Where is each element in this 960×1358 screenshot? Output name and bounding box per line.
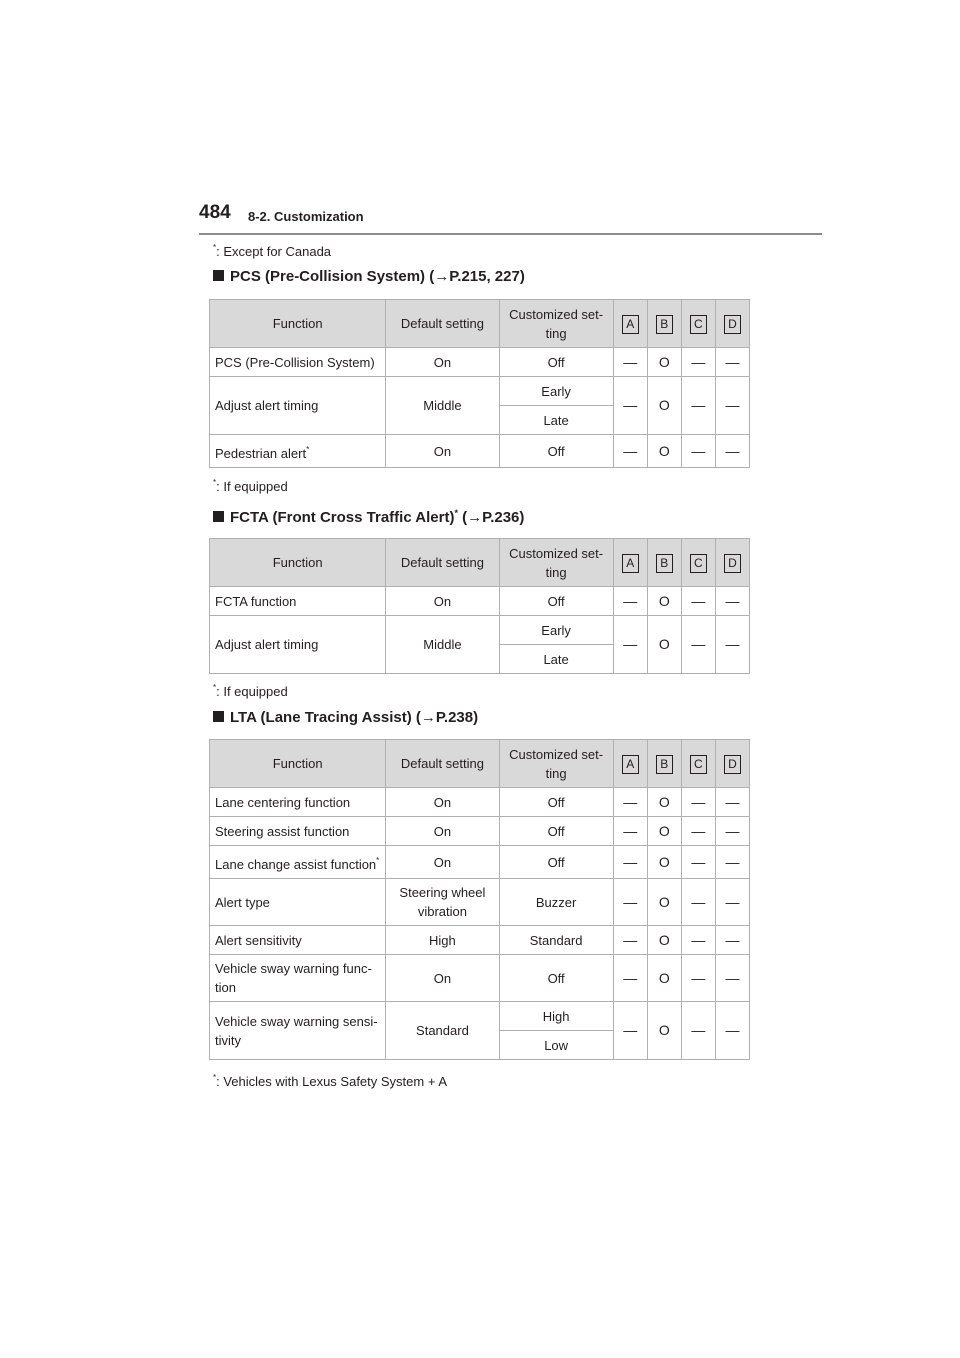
table-row xyxy=(210,788,750,817)
col-header-customized: Customized set-ting xyxy=(499,539,613,587)
cell-c: — xyxy=(681,846,715,879)
col-header-d xyxy=(715,300,749,348)
cell-function xyxy=(210,435,386,468)
col-c-badge: C xyxy=(690,554,707,573)
cell-a: — xyxy=(613,817,647,846)
cell-d: — xyxy=(715,587,749,616)
function-label: Pedestrian alert xyxy=(215,445,307,461)
cell-customized: Off xyxy=(499,587,613,616)
col-header-c xyxy=(681,740,715,788)
col-header-c xyxy=(681,300,715,348)
cell-c: — xyxy=(681,435,715,468)
cell-customized: Off xyxy=(499,817,613,846)
cell-a: — xyxy=(613,788,647,817)
square-bullet-icon xyxy=(213,511,224,522)
footnote-lta: *: Vehicles with Lexus Safety System + A xyxy=(213,1073,447,1089)
cell-customized: Off xyxy=(499,348,613,377)
cell-default: Steering wheel vibration xyxy=(386,879,499,926)
cell-function xyxy=(210,788,386,817)
cell-default: High xyxy=(386,926,499,955)
cell-customized: Buzzer xyxy=(499,879,613,926)
cell-b: O xyxy=(647,1002,681,1060)
cell-function xyxy=(210,587,386,616)
cell-function xyxy=(210,377,386,435)
cell-b: O xyxy=(647,587,681,616)
cell-c: — xyxy=(681,587,715,616)
page-number: 484 xyxy=(199,202,231,223)
cell-d: — xyxy=(715,1002,749,1060)
table-fcta xyxy=(209,538,750,674)
cell-default: On xyxy=(386,788,499,817)
cell-c: — xyxy=(681,926,715,955)
col-header-b xyxy=(647,539,681,587)
cell-default: Middle xyxy=(386,377,499,435)
heading-lta: LTA (Lane Tracing Assist) (→P.238) xyxy=(213,709,478,726)
cell-b: O xyxy=(647,616,681,674)
table-row xyxy=(210,616,750,645)
function-label: Steering assist function xyxy=(215,823,350,839)
cell-d: — xyxy=(715,846,749,879)
cell-d: — xyxy=(715,879,749,926)
section-header: 8-2. Customization xyxy=(248,209,364,224)
cell-customized: Off xyxy=(499,435,613,468)
cell-function xyxy=(210,926,386,955)
cell-customized: Early xyxy=(499,616,613,645)
cell-c: — xyxy=(681,788,715,817)
table-row xyxy=(210,926,750,955)
cell-b: O xyxy=(647,377,681,435)
function-label: Vehicle sway warning func-tion xyxy=(215,961,372,995)
col-c-badge: C xyxy=(690,315,707,334)
square-bullet-icon xyxy=(213,711,224,722)
function-label: Adjust alert timing xyxy=(215,398,319,413)
square-bullet-icon xyxy=(213,270,224,281)
cell-d: — xyxy=(715,435,749,468)
function-label: Alert sensitivity xyxy=(215,932,302,948)
col-header-c xyxy=(681,539,715,587)
cell-d: — xyxy=(715,377,749,435)
cell-customized: Early xyxy=(499,377,613,406)
cell-function xyxy=(210,616,386,674)
cell-a: — xyxy=(613,435,647,468)
col-header-default: Default setting xyxy=(386,300,499,348)
cell-customized: High xyxy=(499,1002,613,1031)
col-header-a xyxy=(613,300,647,348)
cell-b: O xyxy=(647,879,681,926)
cell-c: — xyxy=(681,616,715,674)
table-header-row xyxy=(210,740,750,788)
asterisk-mark: * xyxy=(306,444,310,454)
table-lta xyxy=(209,739,750,1060)
col-b-badge: B xyxy=(656,315,673,334)
col-d-badge: D xyxy=(724,554,741,573)
col-header-b xyxy=(647,300,681,348)
col-c-badge: C xyxy=(690,755,707,774)
table-row xyxy=(210,1002,750,1031)
cell-customized: Off xyxy=(499,788,613,817)
cell-function xyxy=(210,879,386,926)
cell-c: — xyxy=(681,377,715,435)
col-a-badge: A xyxy=(622,315,639,334)
cell-function xyxy=(210,348,386,377)
cell-function xyxy=(210,817,386,846)
cell-b: O xyxy=(647,846,681,879)
cell-c: — xyxy=(681,348,715,377)
cell-customized: Off xyxy=(499,846,613,879)
cell-function xyxy=(210,846,386,879)
col-a-badge: A xyxy=(622,554,639,573)
cell-customized: Late xyxy=(499,406,613,435)
cell-c: — xyxy=(681,879,715,926)
col-header-function: Function xyxy=(210,539,386,587)
table-pcs xyxy=(209,299,750,468)
col-b-badge: B xyxy=(656,554,673,573)
cell-customized: Off xyxy=(499,955,613,1002)
table-row xyxy=(210,435,750,468)
function-label: FCTA function xyxy=(215,593,297,609)
function-label: Vehicle sway warning sensi-tivity xyxy=(215,1013,378,1048)
cell-c: — xyxy=(681,955,715,1002)
cell-a: — xyxy=(613,926,647,955)
table-row xyxy=(210,817,750,846)
col-header-customized: Customized set-ting xyxy=(499,300,613,348)
table-row xyxy=(210,846,750,879)
cell-a: — xyxy=(613,616,647,674)
cell-customized: Low xyxy=(499,1031,613,1060)
cell-b: O xyxy=(647,348,681,377)
footnote-pcs: *: If equipped xyxy=(213,478,288,494)
heading-fcta: FCTA (Front Cross Traffic Alert)* (→P.236) xyxy=(213,508,524,526)
cell-d: — xyxy=(715,348,749,377)
function-label: Adjust alert timing xyxy=(215,637,319,652)
cell-c: — xyxy=(681,1002,715,1060)
cell-a: — xyxy=(613,955,647,1002)
cell-c: — xyxy=(681,817,715,846)
cell-default: On xyxy=(386,817,499,846)
heading-pcs: PCS (Pre-Collision System) (→P.215, 227) xyxy=(213,268,525,285)
col-b-badge: B xyxy=(656,755,673,774)
cell-default: On xyxy=(386,846,499,879)
cell-customized: Standard xyxy=(499,926,613,955)
cell-b: O xyxy=(647,817,681,846)
cell-b: O xyxy=(647,788,681,817)
function-label: Alert type xyxy=(215,894,270,910)
col-header-b xyxy=(647,740,681,788)
table-row xyxy=(210,879,750,926)
cell-b: O xyxy=(647,435,681,468)
col-d-badge: D xyxy=(724,315,741,334)
col-a-badge: A xyxy=(622,755,639,774)
table-row xyxy=(210,955,750,1002)
table-row xyxy=(210,377,750,406)
cell-default: On xyxy=(386,435,499,468)
table-row xyxy=(210,348,750,377)
col-header-default: Default setting xyxy=(386,740,499,788)
cell-a: — xyxy=(613,846,647,879)
cell-d: — xyxy=(715,788,749,817)
col-header-d xyxy=(715,740,749,788)
cell-default: Standard xyxy=(386,1002,499,1060)
cell-default: Middle xyxy=(386,616,499,674)
col-header-d xyxy=(715,539,749,587)
cell-a: — xyxy=(613,879,647,926)
col-d-badge: D xyxy=(724,755,741,774)
cell-default: On xyxy=(386,348,499,377)
cell-d: — xyxy=(715,616,749,674)
col-header-customized: Customized set-ting xyxy=(499,740,613,788)
cell-d: — xyxy=(715,955,749,1002)
col-header-a xyxy=(613,539,647,587)
cell-customized: Late xyxy=(499,645,613,674)
cell-b: O xyxy=(647,955,681,1002)
note-except-canada: *: Except for Canada xyxy=(213,243,332,259)
cell-d: — xyxy=(715,926,749,955)
function-label: PCS (Pre-Collision System) xyxy=(215,354,375,370)
cell-a: — xyxy=(613,1002,647,1060)
footnote-fcta: *: If equipped xyxy=(213,683,288,699)
cell-default: On xyxy=(386,587,499,616)
col-header-a xyxy=(613,740,647,788)
cell-function xyxy=(210,955,386,1002)
cell-a: — xyxy=(613,348,647,377)
asterisk-mark: * xyxy=(376,855,380,865)
table-header-row xyxy=(210,300,750,348)
col-header-default: Default setting xyxy=(386,539,499,587)
cell-d: — xyxy=(715,817,749,846)
col-header-function: Function xyxy=(210,740,386,788)
cell-function xyxy=(210,1002,386,1060)
cell-a: — xyxy=(613,377,647,435)
cell-default: On xyxy=(386,955,499,1002)
function-label: Lane centering function xyxy=(215,794,351,810)
cell-b: O xyxy=(647,926,681,955)
function-label: Lane change assist function xyxy=(215,856,377,872)
table-header-row xyxy=(210,539,750,587)
table-row xyxy=(210,587,750,616)
header-rule xyxy=(199,233,822,235)
col-header-function: Function xyxy=(210,300,386,348)
cell-a: — xyxy=(613,587,647,616)
